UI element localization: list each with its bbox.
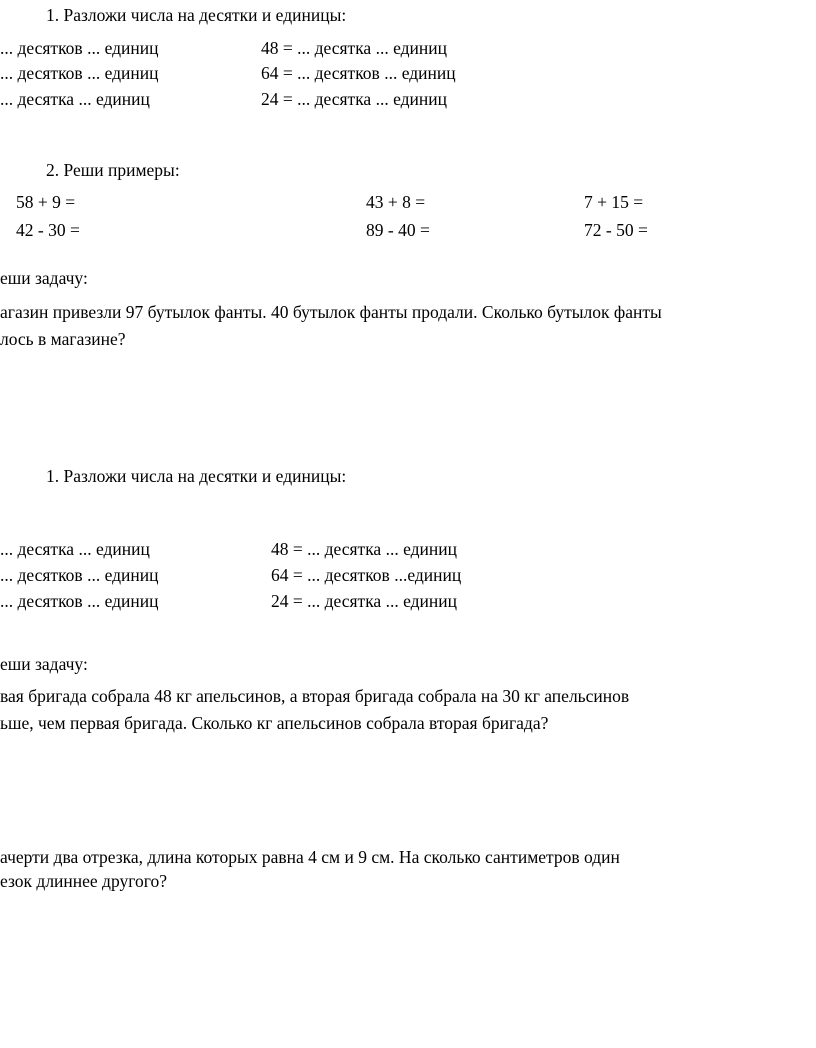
example-2: 43 + 8 = — [366, 192, 426, 212]
task2-line1: вая бригада собрала 48 кг апельсинов, а вторая бригада собрала на 30 кг апельсинов — [0, 686, 630, 706]
section1-row3-right: 24 = ... десятка ... единиц — [261, 89, 447, 109]
example-4: 42 - 30 = — [16, 220, 80, 240]
section1-row1-right: 48 = ... десятка ... единиц — [261, 38, 447, 58]
section1-heading: 1. Разложи числа на десятки и единицы: — [46, 5, 347, 25]
section3-heading: 1. Разложи числа на десятки и единицы: — [46, 466, 347, 486]
task1-line1: агазин привезли 97 бутылок фанты. 40 бутылок фанты продали. Сколько бутылок фанты — [0, 302, 662, 322]
section1-row2-left: ... десятков ... единиц — [0, 63, 159, 83]
section1-row3-left: ... десятка ... единиц — [0, 89, 150, 109]
section1-row2-right: 64 = ... десятков ... единиц — [261, 63, 456, 83]
section3-row2-right: 64 = ... десятков ...единиц — [271, 565, 462, 585]
example-5: 89 - 40 = — [366, 220, 430, 240]
section3-row3-right: 24 = ... десятка ... единиц — [271, 591, 457, 611]
example-6: 72 - 50 = — [584, 220, 648, 240]
section3-row3-left: ... десятков ... единиц — [0, 591, 159, 611]
task2-line2: ьше, чем первая бригада. Сколько кг апельсинов собрала вторая бригада? — [0, 713, 549, 733]
section1-row1-left: ... десятков ... единиц — [0, 38, 159, 58]
task3-line1: ачерти два отрезка, длина которых равна 4 см и 9 см. На сколько сантиметров один — [0, 847, 620, 867]
task3-line2: езок длиннее другого? — [0, 871, 167, 891]
section3-row2-left: ... десятков ... единиц — [0, 565, 159, 585]
section3-row1-right: 48 = ... десятка ... единиц — [271, 539, 457, 559]
example-3: 7 + 15 = — [584, 192, 644, 212]
section2-heading: 2. Реши примеры: — [46, 160, 180, 180]
section3-row1-left: ... десятка ... единиц — [0, 539, 150, 559]
task2-heading: еши задачу: — [0, 654, 88, 674]
task1-line2: лось в магазине? — [0, 329, 126, 349]
example-1: 58 + 9 = — [16, 192, 76, 212]
task1-heading: еши задачу: — [0, 268, 88, 288]
